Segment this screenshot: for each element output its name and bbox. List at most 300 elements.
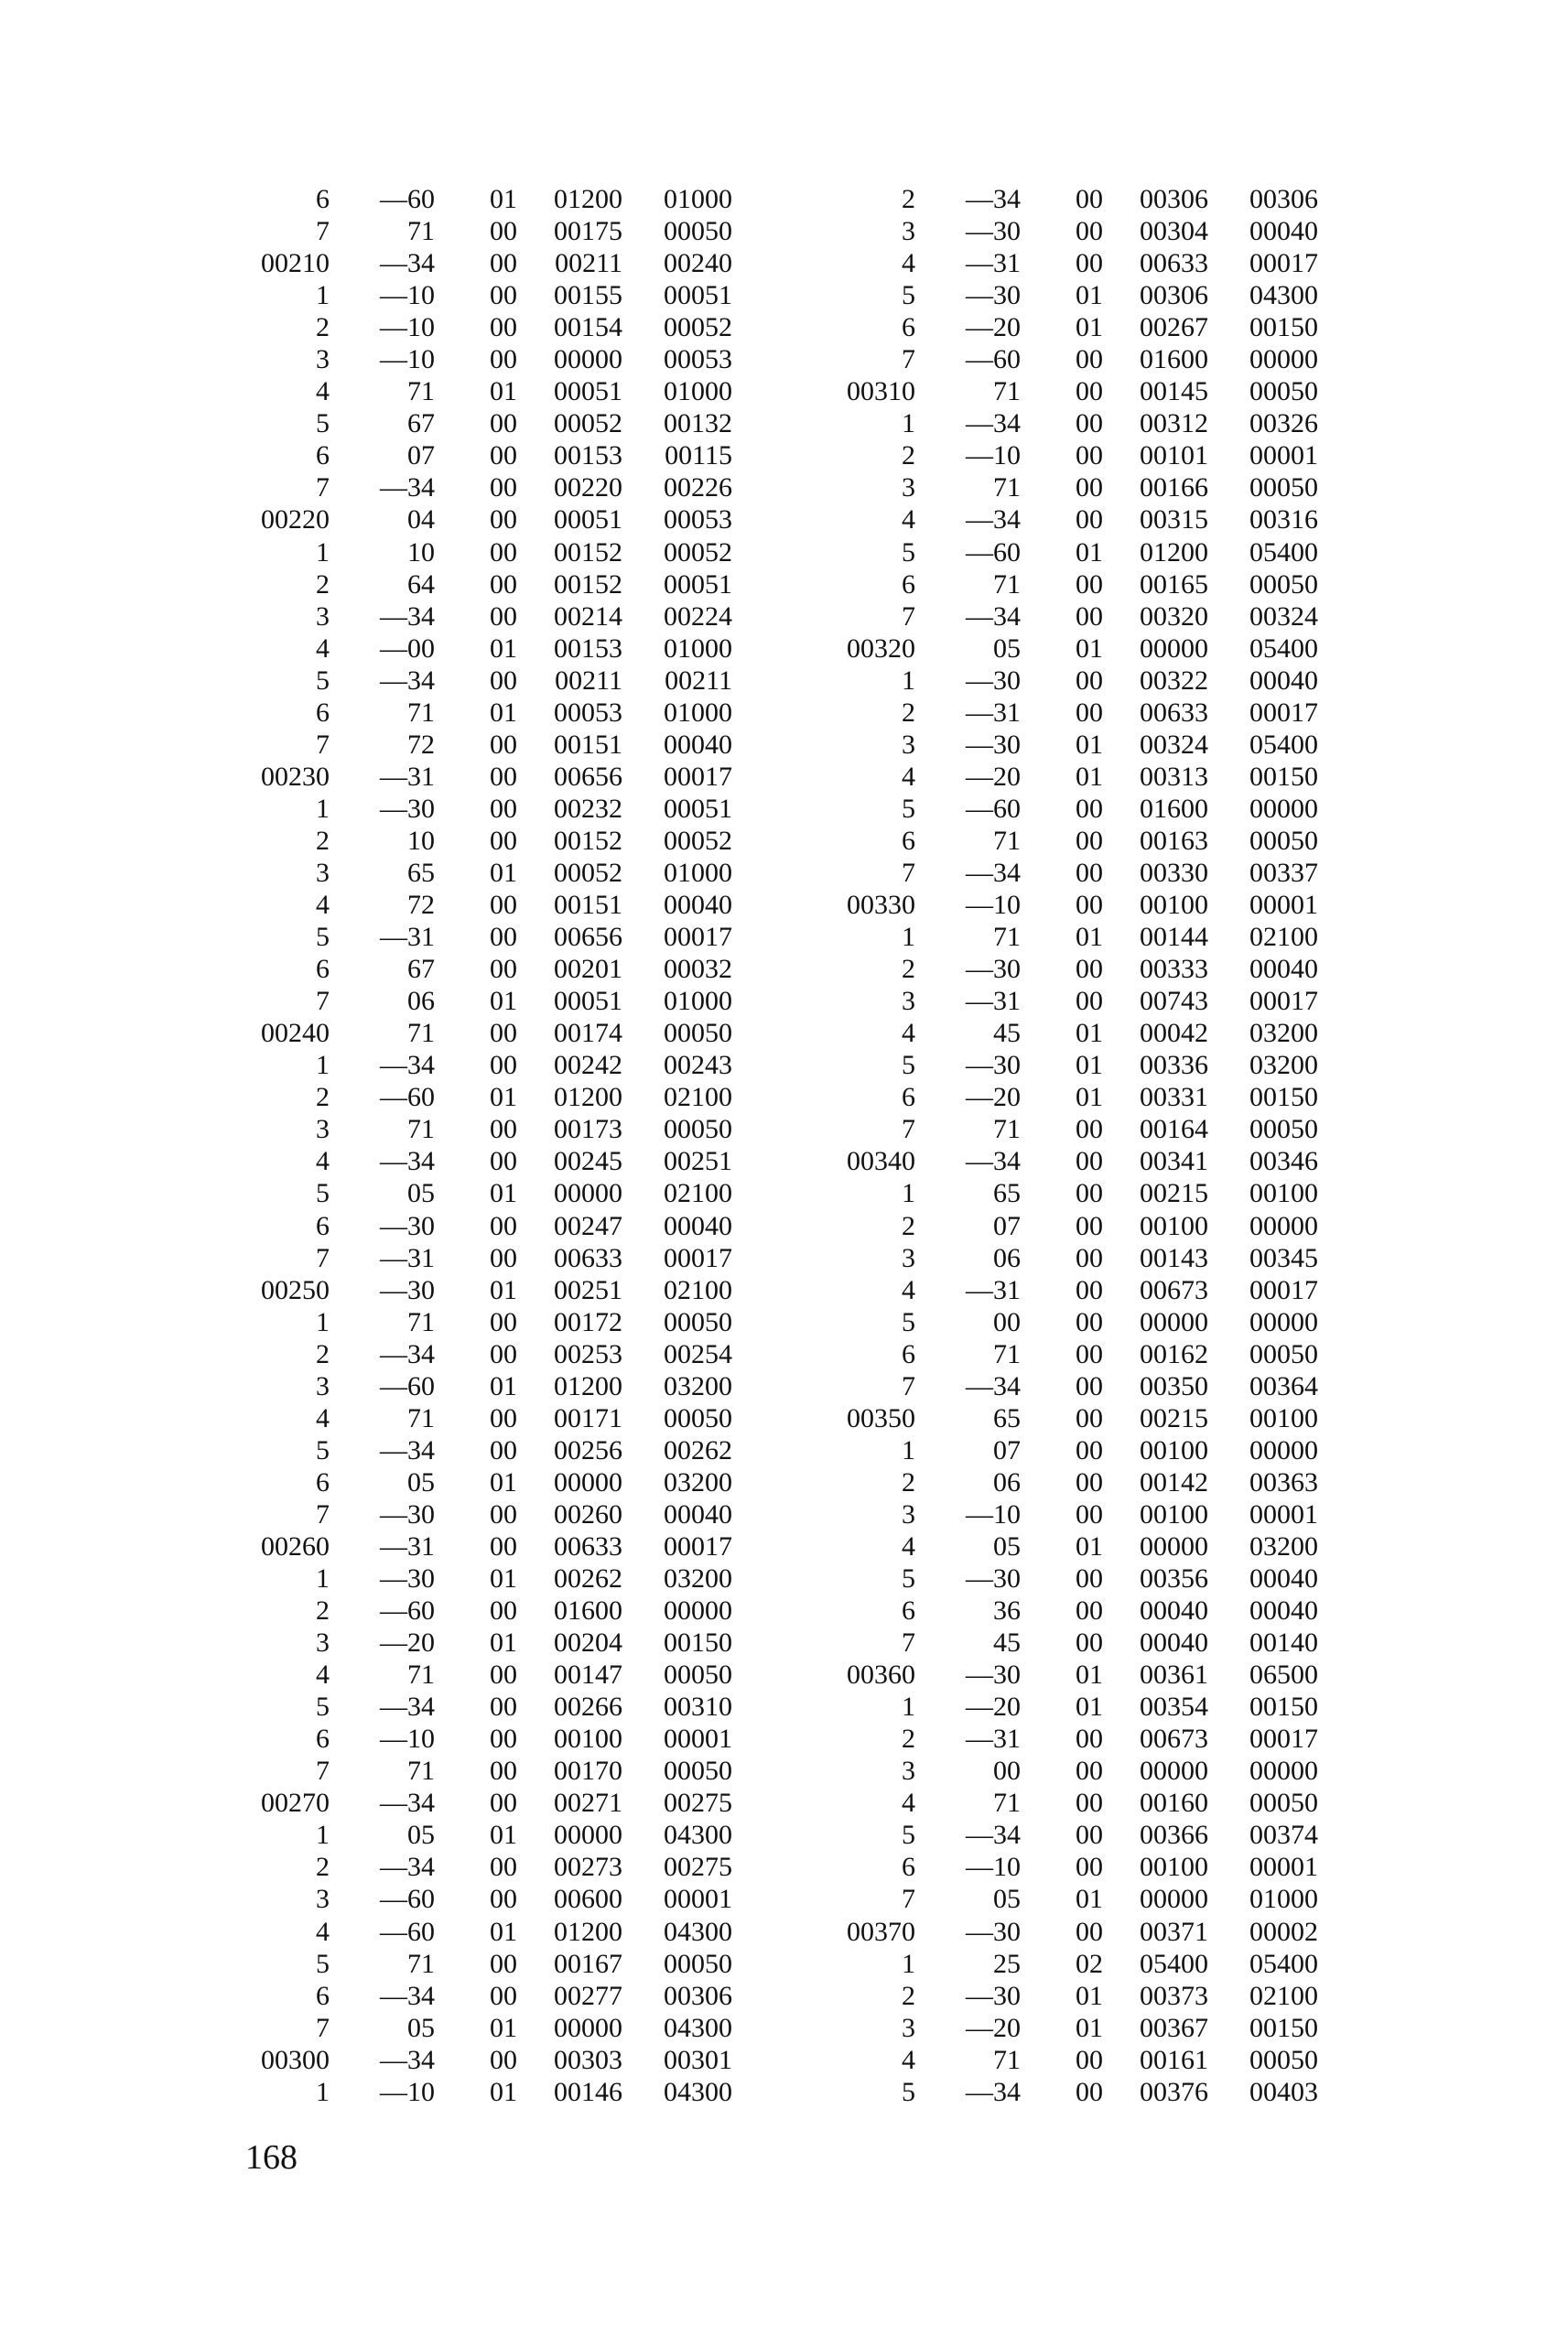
operand2-cell: 01000	[1249, 1884, 1318, 1915]
operand1-cell: 00320	[1140, 600, 1208, 632]
opcode-cell: —34	[380, 1338, 435, 1369]
operand1-cell: 00163	[1140, 825, 1208, 856]
modifier-cell: 01	[490, 1916, 517, 1947]
instruction-row	[815, 279, 1318, 311]
address-cell: 1	[902, 408, 915, 439]
operand1-cell: 00260	[554, 1498, 622, 1530]
operand2-cell: 00040	[1249, 665, 1318, 696]
address-cell: 4	[316, 1660, 330, 1691]
instruction-row	[815, 1691, 1318, 1723]
operand2-cell: 00050	[664, 1114, 732, 1145]
operand1-cell: 00174	[554, 1018, 622, 1049]
opcode-cell: —34	[966, 1820, 1021, 1851]
operand2-cell: 00040	[664, 890, 732, 921]
operand2-cell: 00000	[1249, 793, 1318, 824]
instruction-row	[815, 1883, 1318, 1915]
operand1-cell: 00267	[1140, 312, 1208, 343]
modifier-cell: 01	[490, 2076, 517, 2107]
address-cell: 4	[902, 761, 915, 792]
modifier-cell: 01	[490, 1178, 517, 1209]
opcode-cell: 06	[407, 986, 435, 1017]
operand1-cell: 00000	[1140, 1756, 1208, 1787]
operand1-cell: 00000	[554, 1178, 622, 1209]
operand1-cell: 00277	[554, 1980, 622, 2011]
modifier-cell: 00	[490, 954, 517, 985]
instruction-row	[815, 1563, 1318, 1595]
opcode-cell: —31	[966, 1274, 1021, 1305]
opcode-cell: 64	[407, 568, 435, 600]
operand1-cell: 00153	[554, 440, 622, 471]
opcode-cell: 71	[993, 825, 1021, 856]
modifier-cell: 00	[490, 1980, 517, 2011]
operand1-cell: 00000	[1140, 1306, 1208, 1337]
address-cell: 5	[902, 1820, 915, 1851]
modifier-cell: 00	[1076, 890, 1103, 921]
instruction-row	[229, 1145, 732, 1177]
opcode-cell: —34	[380, 665, 435, 696]
opcode-cell: 00	[993, 1306, 1021, 1337]
modifier-cell: 00	[1076, 1724, 1103, 1755]
modifier-cell: 01	[490, 1563, 517, 1595]
opcode-cell: —34	[966, 1370, 1021, 1401]
instruction-row	[229, 568, 732, 600]
modifier-cell: 00	[490, 312, 517, 343]
operand2-cell: 01000	[664, 857, 732, 888]
operand2-cell: 00001	[664, 1724, 732, 1755]
modifier-cell: 00	[1076, 344, 1103, 375]
address-cell: 6	[902, 1595, 915, 1627]
modifier-cell: 00	[490, 568, 517, 600]
instruction-row	[229, 1466, 732, 1498]
opcode-cell: —34	[966, 408, 1021, 439]
address-cell: 3	[902, 1242, 915, 1273]
opcode-cell: —60	[380, 1082, 435, 1113]
opcode-cell: 05	[993, 1884, 1021, 1915]
instruction-row	[815, 1659, 1318, 1691]
operand2-cell: 00050	[1249, 2044, 1318, 2075]
operand1-cell: 00040	[1140, 1628, 1208, 1659]
opcode-cell: 72	[407, 729, 435, 760]
address-cell: 4	[316, 376, 330, 407]
modifier-cell: 00	[490, 761, 517, 792]
operand1-cell: 00673	[1140, 1724, 1208, 1755]
instruction-row	[815, 1980, 1318, 2012]
opcode-cell: —34	[966, 857, 1021, 888]
instruction-row	[229, 247, 732, 279]
instruction-row	[229, 600, 732, 633]
opcode-cell: —34	[966, 1146, 1021, 1177]
operand1-cell: 00336	[1140, 1050, 1208, 1081]
instruction-row	[229, 1113, 732, 1145]
opcode-cell: 05	[993, 633, 1021, 664]
address-cell: 3	[316, 600, 330, 632]
modifier-cell: 00	[1076, 1338, 1103, 1369]
instruction-row	[229, 793, 732, 825]
address-cell: 2	[316, 1595, 330, 1627]
operand2-cell: 00000	[1249, 1756, 1318, 1787]
opcode-cell: 71	[993, 376, 1021, 407]
operand2-cell: 00053	[664, 344, 732, 375]
instruction-row	[229, 311, 732, 343]
modifier-cell: 02	[1076, 1948, 1103, 1979]
modifier-cell: 00	[1076, 1498, 1103, 1530]
opcode-cell: —20	[966, 312, 1021, 343]
operand2-cell: 03200	[1249, 1018, 1318, 1049]
instruction-row	[229, 1723, 732, 1755]
operand1-cell: 00313	[1140, 761, 1208, 792]
address-cell: 5	[902, 1563, 915, 1595]
operand1-cell: 00100	[1140, 890, 1208, 921]
address-cell: 1	[316, 793, 330, 824]
opcode-cell: —31	[966, 986, 1021, 1017]
modifier-cell: 01	[490, 2012, 517, 2043]
instruction-row	[229, 1916, 732, 1948]
operand1-cell: 00322	[1140, 665, 1208, 696]
operand2-cell: 00363	[1249, 1466, 1318, 1498]
modifier-cell: 00	[490, 1210, 517, 1241]
operand2-cell: 00132	[664, 408, 732, 439]
operand1-cell: 00000	[554, 344, 622, 375]
opcode-cell: —30	[380, 793, 435, 824]
address-cell: 00250	[261, 1274, 330, 1305]
address-cell: 7	[902, 600, 915, 632]
address-cell: 4	[316, 890, 330, 921]
operand1-cell: 00633	[554, 1242, 622, 1273]
instruction-row	[815, 1787, 1318, 1819]
operand1-cell: 00000	[1140, 633, 1208, 664]
operand2-cell: 00140	[1249, 1628, 1318, 1659]
opcode-cell: —34	[380, 2044, 435, 2075]
operand1-cell: 00366	[1140, 1820, 1208, 1851]
operand2-cell: 00050	[1249, 1114, 1318, 1145]
opcode-cell: —30	[966, 1916, 1021, 1947]
instruction-row	[229, 1274, 732, 1306]
opcode-cell: —10	[380, 280, 435, 311]
modifier-cell: 00	[490, 440, 517, 471]
operand1-cell: 00152	[554, 536, 622, 568]
operand2-cell: 00001	[664, 1884, 732, 1915]
modifier-cell: 00	[490, 1530, 517, 1562]
address-cell: 6	[902, 312, 915, 343]
operand2-cell: 00345	[1249, 1242, 1318, 1273]
address-cell: 3	[316, 344, 330, 375]
opcode-cell: 10	[407, 536, 435, 568]
operand2-cell: 00032	[664, 954, 732, 985]
operand1-cell: 00232	[554, 793, 622, 824]
operand1-cell: 00152	[554, 825, 622, 856]
operand1-cell: 00656	[554, 761, 622, 792]
operand2-cell: 05400	[1249, 633, 1318, 664]
code-listing-right-column	[815, 183, 1318, 2108]
modifier-cell: 00	[1076, 1402, 1103, 1433]
opcode-cell: 45	[993, 1628, 1021, 1659]
modifier-cell: 00	[490, 793, 517, 824]
address-cell: 4	[902, 1274, 915, 1305]
operand1-cell: 00306	[1140, 280, 1208, 311]
address-cell: 3	[316, 1114, 330, 1145]
operand2-cell: 00306	[1249, 184, 1318, 214]
opcode-cell: —30	[966, 1980, 1021, 2011]
operand2-cell: 00150	[1249, 1692, 1318, 1723]
operand1-cell: 00153	[554, 633, 622, 664]
operand2-cell: 03200	[664, 1370, 732, 1401]
modifier-cell: 01	[1076, 1530, 1103, 1562]
instruction-row	[815, 1948, 1318, 1980]
operand2-cell: 00050	[1249, 1788, 1318, 1819]
modifier-cell: 00	[1076, 1852, 1103, 1883]
address-cell: 1	[902, 1948, 915, 1979]
opcode-cell: —60	[966, 793, 1021, 824]
opcode-cell: 05	[407, 2012, 435, 2043]
opcode-cell: —60	[966, 536, 1021, 568]
modifier-cell: 01	[490, 633, 517, 664]
instruction-row	[229, 503, 732, 535]
operand1-cell: 00162	[1140, 1338, 1208, 1369]
operand1-cell: 00101	[1140, 440, 1208, 471]
opcode-cell: —34	[380, 1788, 435, 1819]
opcode-cell: 05	[407, 1466, 435, 1498]
modifier-cell: 00	[490, 1948, 517, 1979]
modifier-cell: 00	[490, 1018, 517, 1049]
modifier-cell: 01	[1076, 1050, 1103, 1081]
modifier-cell: 00	[1076, 665, 1103, 696]
opcode-cell: 06	[993, 1466, 1021, 1498]
instruction-row	[815, 1755, 1318, 1787]
operand2-cell: 00324	[1249, 600, 1318, 632]
modifier-cell: 00	[1076, 1434, 1103, 1465]
instruction-row	[229, 471, 732, 503]
instruction-row	[229, 1242, 732, 1274]
modifier-cell: 00	[1076, 1146, 1103, 1177]
address-cell: 5	[902, 1050, 915, 1081]
instruction-row	[815, 2044, 1318, 2076]
opcode-cell: —60	[380, 1370, 435, 1401]
modifier-cell: 00	[490, 472, 517, 503]
instruction-row	[815, 857, 1318, 889]
address-cell: 7	[316, 1498, 330, 1530]
address-cell: 7	[902, 1884, 915, 1915]
instruction-row	[229, 407, 732, 439]
opcode-cell: —30	[966, 280, 1021, 311]
modifier-cell: 00	[490, 1050, 517, 1081]
operand2-cell: 00050	[1249, 472, 1318, 503]
operand1-cell: 00201	[554, 954, 622, 985]
modifier-cell: 00	[490, 1595, 517, 1627]
operand1-cell: 01600	[1140, 344, 1208, 375]
address-cell: 7	[316, 216, 330, 247]
operand2-cell: 00301	[664, 2044, 732, 2075]
instruction-row	[229, 439, 732, 471]
operand1-cell: 00330	[1140, 857, 1208, 888]
operand1-cell: 00214	[554, 600, 622, 632]
address-cell: 00320	[847, 633, 915, 664]
instruction-row	[815, 953, 1318, 985]
instruction-row	[815, 439, 1318, 471]
address-cell: 6	[316, 697, 330, 728]
operand2-cell: 00150	[664, 1628, 732, 1659]
operand2-cell: 00017	[1249, 697, 1318, 728]
instruction-row	[815, 761, 1318, 793]
instruction-row	[815, 1242, 1318, 1274]
operand2-cell: 02100	[1249, 1980, 1318, 2011]
instruction-row	[815, 536, 1318, 568]
instruction-row	[229, 1177, 732, 1209]
opcode-cell: 65	[993, 1402, 1021, 1433]
operand2-cell: 00000	[1249, 1434, 1318, 1465]
opcode-cell: —30	[966, 1660, 1021, 1691]
instruction-row	[815, 1274, 1318, 1306]
opcode-cell: —10	[380, 1724, 435, 1755]
modifier-cell: 01	[490, 986, 517, 1017]
address-cell: 00210	[261, 248, 330, 279]
modifier-cell: 01	[1076, 1980, 1103, 2011]
operand1-cell: 00144	[1140, 922, 1208, 953]
instruction-row	[229, 1530, 732, 1563]
operand1-cell: 00000	[554, 1820, 622, 1851]
operand1-cell: 00306	[1140, 184, 1208, 214]
instruction-row	[229, 1659, 732, 1691]
modifier-cell: 00	[1076, 1820, 1103, 1851]
opcode-cell: 71	[407, 1306, 435, 1337]
address-cell: 4	[902, 2044, 915, 2075]
operand1-cell: 00371	[1140, 1916, 1208, 1947]
instruction-row	[815, 2076, 1318, 2108]
operand1-cell: 01200	[554, 184, 622, 214]
operand1-cell: 00312	[1140, 408, 1208, 439]
modifier-cell: 00	[490, 1660, 517, 1691]
operand2-cell: 00275	[664, 1788, 732, 1819]
address-cell: 2	[316, 1852, 330, 1883]
operand2-cell: 00052	[664, 825, 732, 856]
address-cell: 00370	[847, 1916, 915, 1947]
opcode-cell: 71	[993, 1788, 1021, 1819]
address-cell: 2	[316, 1082, 330, 1113]
opcode-cell: 72	[407, 890, 435, 921]
modifier-cell: 01	[1076, 1884, 1103, 1915]
operand1-cell: 00155	[554, 280, 622, 311]
address-cell: 3	[902, 986, 915, 1017]
operand1-cell: 00040	[1140, 1595, 1208, 1627]
operand2-cell: 00050	[664, 1756, 732, 1787]
address-cell: 1	[316, 1820, 330, 1851]
opcode-cell: —31	[380, 922, 435, 953]
modifier-cell: 00	[490, 1788, 517, 1819]
operand1-cell: 00052	[554, 857, 622, 888]
modifier-cell: 00	[490, 1146, 517, 1177]
address-cell: 2	[316, 312, 330, 343]
operand1-cell: 00273	[554, 1852, 622, 1883]
modifier-cell: 00	[1076, 825, 1103, 856]
opcode-cell: 71	[407, 1948, 435, 1979]
instruction-row	[815, 568, 1318, 600]
address-cell: 1	[902, 922, 915, 953]
instruction-row	[229, 1691, 732, 1723]
address-cell: 5	[316, 922, 330, 953]
modifier-cell: 00	[1076, 1916, 1103, 1947]
modifier-cell: 00	[490, 665, 517, 696]
instruction-row	[815, 1466, 1318, 1498]
operand2-cell: 00100	[1249, 1402, 1318, 1433]
operand2-cell: 00051	[664, 280, 732, 311]
instruction-row	[229, 1402, 732, 1434]
operand2-cell: 00150	[1249, 2012, 1318, 2043]
opcode-cell: —30	[380, 1563, 435, 1595]
operand1-cell: 00100	[1140, 1852, 1208, 1883]
operand1-cell: 00262	[554, 1563, 622, 1595]
address-cell: 7	[902, 1114, 915, 1145]
opcode-cell: 71	[993, 2044, 1021, 2075]
operand1-cell: 00000	[1140, 1884, 1208, 1915]
operand1-cell: 00373	[1140, 1980, 1208, 2011]
instruction-row	[815, 825, 1318, 857]
modifier-cell: 00	[1076, 954, 1103, 985]
instruction-row	[815, 1498, 1318, 1530]
operand2-cell: 03200	[1249, 1530, 1318, 1562]
opcode-cell: —30	[966, 216, 1021, 247]
operand1-cell: 00000	[1140, 1530, 1208, 1562]
opcode-cell: —30	[380, 1274, 435, 1305]
operand2-cell: 00243	[664, 1050, 732, 1081]
operand1-cell: 00165	[1140, 568, 1208, 600]
opcode-cell: —00	[380, 633, 435, 664]
operand1-cell: 05400	[1140, 1948, 1208, 1979]
opcode-cell: 67	[407, 954, 435, 985]
instruction-row	[815, 1723, 1318, 1755]
operand1-cell: 01600	[1140, 793, 1208, 824]
operand2-cell: 00040	[664, 1210, 732, 1241]
address-cell: 5	[316, 665, 330, 696]
operand1-cell: 00171	[554, 1402, 622, 1433]
operand2-cell: 00052	[664, 312, 732, 343]
opcode-cell: 07	[993, 1434, 1021, 1465]
opcode-cell: 71	[407, 1114, 435, 1145]
modifier-cell: 00	[1076, 408, 1103, 439]
operand2-cell: 00115	[665, 440, 732, 471]
opcode-cell: 45	[993, 1018, 1021, 1049]
address-cell: 00300	[261, 2044, 330, 2075]
operand2-cell: 00316	[1249, 504, 1318, 535]
instruction-row	[815, 793, 1318, 825]
operand2-cell: 00211	[665, 665, 732, 696]
operand1-cell: 00256	[554, 1434, 622, 1465]
address-cell: 7	[902, 344, 915, 375]
modifier-cell: 01	[1076, 761, 1103, 792]
instruction-row	[229, 1980, 732, 2012]
operand2-cell: 00050	[1249, 376, 1318, 407]
operand1-cell: 00315	[1140, 504, 1208, 535]
operand2-cell: 04300	[664, 2012, 732, 2043]
address-cell: 00330	[847, 890, 915, 921]
modifier-cell: 01	[490, 1082, 517, 1113]
instruction-row	[815, 1370, 1318, 1402]
address-cell: 4	[316, 1402, 330, 1433]
instruction-row	[229, 1081, 732, 1113]
instruction-row	[229, 1017, 732, 1049]
operand2-cell: 04300	[664, 1820, 732, 1851]
address-cell: 00360	[847, 1660, 915, 1691]
address-cell: 6	[316, 1466, 330, 1498]
operand1-cell: 00000	[554, 2012, 622, 2043]
operand1-cell: 00376	[1140, 2076, 1208, 2107]
opcode-cell: 05	[407, 1820, 435, 1851]
instruction-row	[815, 375, 1318, 407]
opcode-cell: 71	[407, 1402, 435, 1433]
address-cell: 5	[902, 793, 915, 824]
operand1-cell: 00051	[554, 504, 622, 535]
instruction-row	[815, 407, 1318, 439]
address-cell: 5	[902, 1306, 915, 1337]
operand1-cell: 00304	[1140, 216, 1208, 247]
